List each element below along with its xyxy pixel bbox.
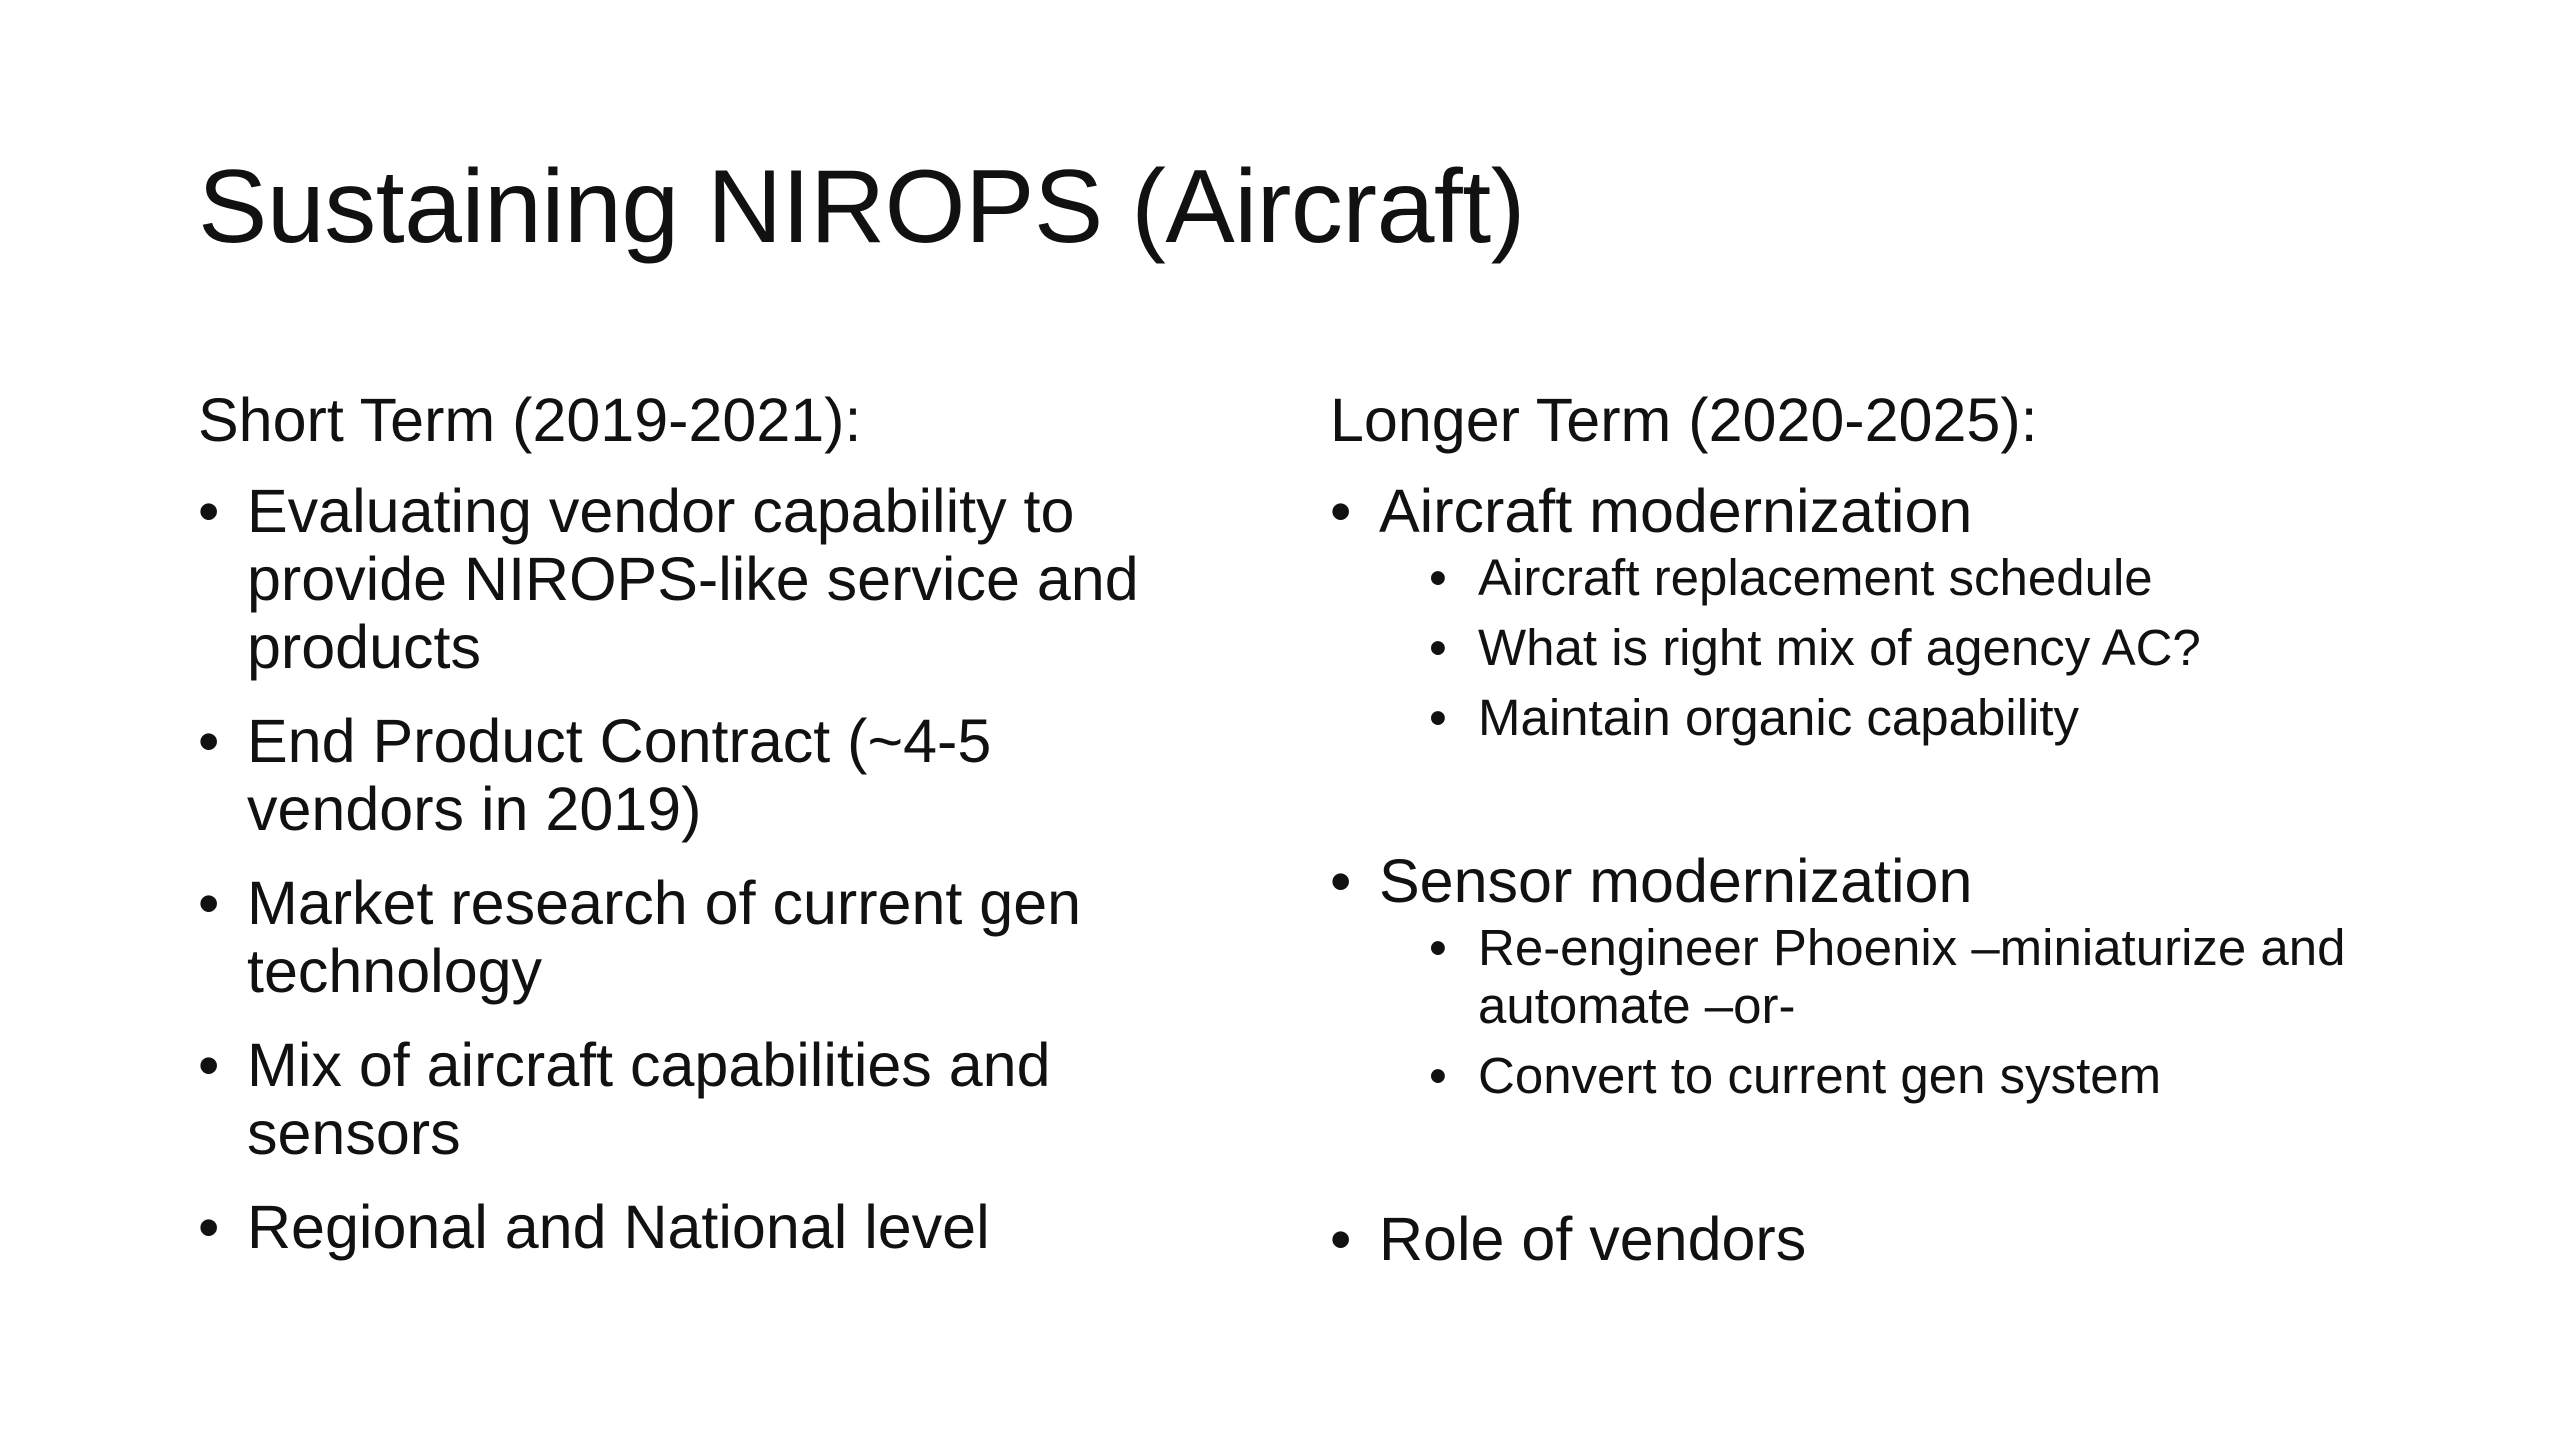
longer-term-item-label: Aircraft modernization [1379, 477, 1973, 546]
short-term-item: • End Product Contract (~4-5 vendors in 2019) [198, 707, 1218, 843]
short-term-item: • Mix of aircraft capabilities and sensors [198, 1031, 1218, 1167]
longer-term-subitem: • Maintain organic capability [1429, 689, 2390, 747]
short-term-item: • Market research of current gen technology [198, 869, 1218, 1005]
short-term-item: • Evaluating vendor capability to provide NIROPS-like service and products [198, 477, 1218, 681]
longer-term-item-vendors [1330, 1205, 2390, 1273]
longer-term-list [1330, 477, 2390, 1273]
longer-term-item-label: Sensor modernization [1379, 847, 1973, 916]
slide-title: Sustaining NIROPS (Aircraft) [198, 149, 1525, 265]
longer-term-column [1330, 385, 2390, 1299]
longer-term-heading: Longer Term (2020-2025): [1330, 386, 2038, 454]
short-term-item: • Regional and National level [198, 1193, 1218, 1261]
short-term-heading: Short Term (2019-2021): [198, 386, 862, 454]
sensor-subitems [1379, 919, 2390, 1105]
longer-term-subitem: • Aircraft replacement schedule [1429, 549, 2390, 607]
longer-term-item-sensor [1330, 847, 2390, 1105]
short-term-column [198, 385, 1218, 1287]
longer-term-subitem: • Re-engineer Phoenix –miniaturize and automate –or- [1429, 919, 2390, 1035]
longer-term-subitem: • Convert to current gen system [1429, 1047, 2390, 1105]
short-term-list [198, 477, 1218, 1261]
aircraft-subitems [1379, 549, 2390, 747]
longer-term-subitem: • What is right mix of agency AC? [1429, 619, 2390, 677]
longer-term-item-label: Role of vendors [1379, 1205, 1807, 1274]
longer-term-item-aircraft [1330, 477, 2390, 747]
